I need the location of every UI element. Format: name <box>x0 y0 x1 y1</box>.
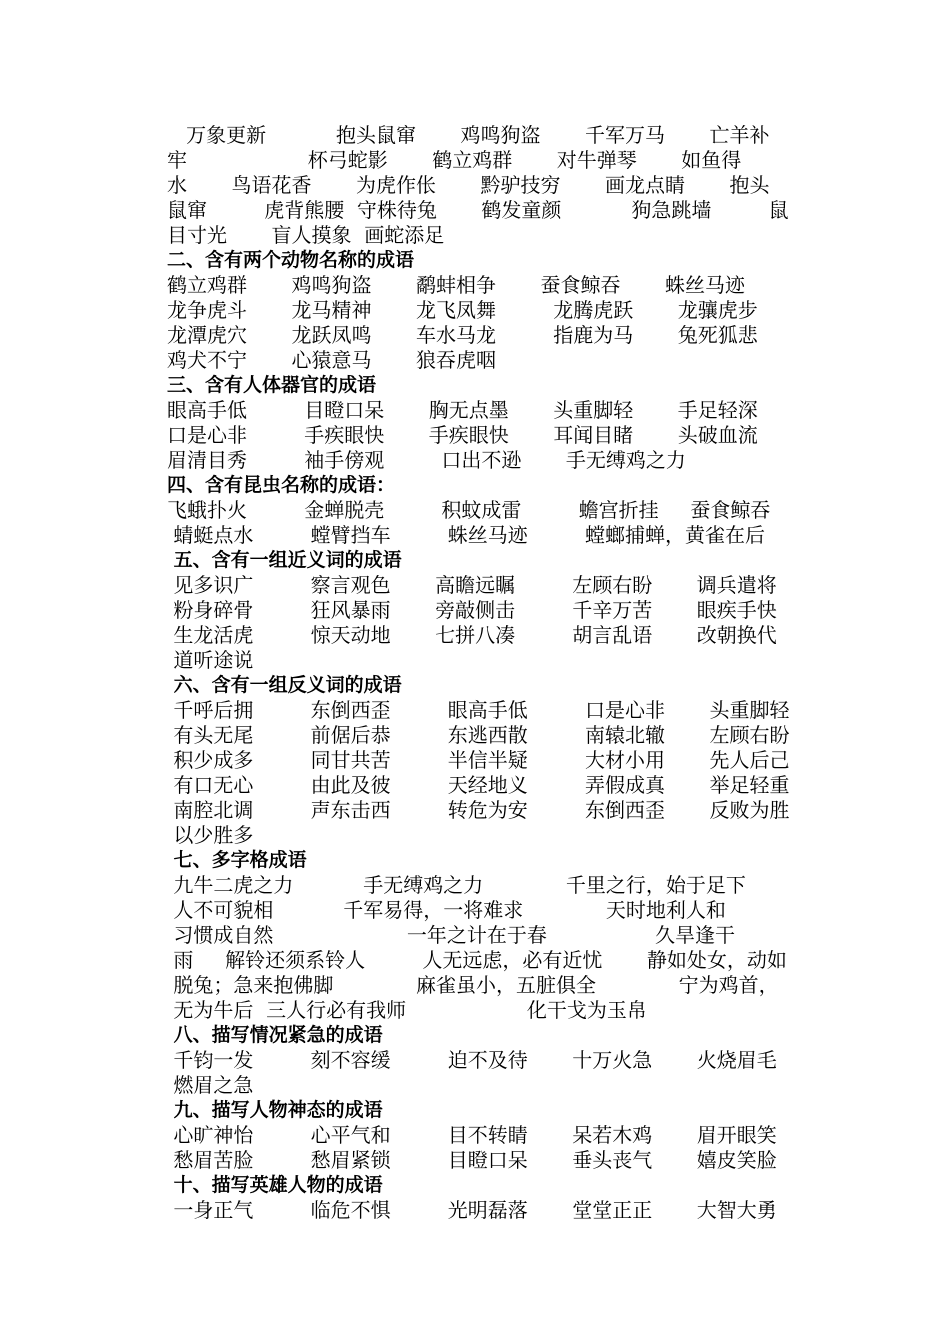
section-heading: 五、含有一组近义词的成语 <box>167 549 402 571</box>
text-line: 一身正气 临危不惧 光明磊落 堂堂正正 大智大勇 <box>167 1198 777 1222</box>
text-line: 心旷神怡 心平气和 目不转睛 呆若木鸡 眉开眼笑 <box>167 1123 777 1147</box>
text-line: 目寸光 盲人摸象 画蛇添足 <box>167 223 445 247</box>
section-heading: 七、多字格成语 <box>167 849 307 871</box>
section-heading: 八、描写情况紧急的成语 <box>167 1024 383 1046</box>
text-line: 口是心非 手疾眼快 手疾眼快 耳闻目睹 头破血流 <box>167 423 758 447</box>
text-line: 无为牛后 三人行必有我师 化干戈为玉帛 <box>167 998 647 1022</box>
text-line: 以少胜多 <box>167 823 254 847</box>
text-line: 道听途说 <box>167 648 254 672</box>
text-line: 九牛二虎之力 手无缚鸡之力 千里之行，始于足下 <box>167 873 746 897</box>
text-line: 眉清目秀 袖手傍观 口出不逊 手无缚鸡之力 <box>167 448 686 472</box>
text-line: 眼高手低 目瞪口呆 胸无点墨 头重脚轻 手足轻深 <box>167 398 758 422</box>
text-line: 有口无心 由此及彼 天经地义 弄假成真 举足轻重 <box>167 773 790 797</box>
text-line: 鼠窜 虎背熊腰 守株待兔 鹤发童颜 狗急跳墙 鼠 <box>167 198 789 222</box>
text-line: 粉身碎骨 狂风暴雨 旁敲侧击 千辛万苦 眼疾手快 <box>167 598 777 622</box>
text-line: 有头无尾 前倨后恭 东逃西散 南辕北辙 左顾右盼 <box>167 723 790 747</box>
text-line: 生龙活虎 惊天动地 七拼八凑 胡言乱语 改朝换代 <box>167 623 777 647</box>
text-line: 龙潭虎穴 龙跃凤鸣 车水马龙 指鹿为马 兔死狐悲 <box>167 323 758 347</box>
text-line: 脱兔；急来抱佛脚 麻雀虽小，五脏俱全 宁为鸡首， <box>167 973 779 997</box>
section-heading: 六、含有一组反义词的成语 <box>167 674 402 696</box>
text-line: 积少成多 同甘共苦 半信半疑 大材小用 先人后己 <box>167 748 790 772</box>
text-line: 鸡犬不宁 心猿意马 狼吞虎咽 <box>167 348 497 372</box>
text-line: 牢 杯弓蛇影 鹤立鸡群 对牛弹琴 如鱼得 <box>167 148 742 172</box>
text-line: 习惯成自然 一年之计在于春 久旱逢干 <box>167 923 735 947</box>
text-line: 千呼后拥 东倒西歪 眼高手低 口是心非 头重脚轻 <box>167 698 790 722</box>
text-line: 千钧一发 刻不容缓 迫不及待 十万火急 火烧眉毛 <box>167 1048 777 1072</box>
text-line: 蜻蜓点水 螳臂挡车 蛛丝马迹 螳螂捕蝉，黄雀在后 <box>167 523 766 547</box>
section-heading: 二、含有两个动物名称的成语 <box>167 249 415 271</box>
text-line: 鹤立鸡群 鸡鸣狗盗 鹬蚌相争 蚕食鲸吞 蛛丝马迹 <box>167 273 746 297</box>
text-line: 见多识广 察言观色 高瞻远瞩 左顾右盼 调兵遣将 <box>167 573 777 597</box>
text-line: 南腔北调 声东击西 转危为安 东倒西歪 反败为胜 <box>167 798 790 822</box>
text-line: 人不可貌相 千军易得，一将难求 天时地利人和 <box>167 898 726 922</box>
text-line: 万象更新 抱头鼠窜 鸡鸣狗盗 千军万马 亡羊补 <box>167 123 770 147</box>
section-heading: 九、描写人物神态的成语 <box>167 1099 383 1121</box>
text-line: 愁眉苦脸 愁眉紧锁 目瞪口呆 垂头丧气 嬉皮笑脸 <box>167 1148 777 1172</box>
text-line: 燃眉之急 <box>167 1073 254 1097</box>
text-line: 雨 解铃还须系铃人 人无远虑，必有近忧 静如处女，动如 <box>167 948 787 972</box>
section-heading: 三、含有人体器官的成语 <box>167 374 377 396</box>
section-heading: 四、含有昆虫名称的成语： <box>167 474 396 496</box>
section-heading: 十、描写英雄人物的成语 <box>167 1174 383 1196</box>
text-line: 水 鸟语花香 为虎作伥 黔驴技穷 画龙点睛 抱头 <box>167 173 770 197</box>
text-line: 龙争虎斗 龙马精神 龙飞凤舞 龙腾虎跃 龙骧虎步 <box>167 298 758 322</box>
text-line: 飞蛾扑火 金蝉脱壳 积蚊成雷 蟾宫折挂 蚕食鲸吞 <box>167 498 771 522</box>
